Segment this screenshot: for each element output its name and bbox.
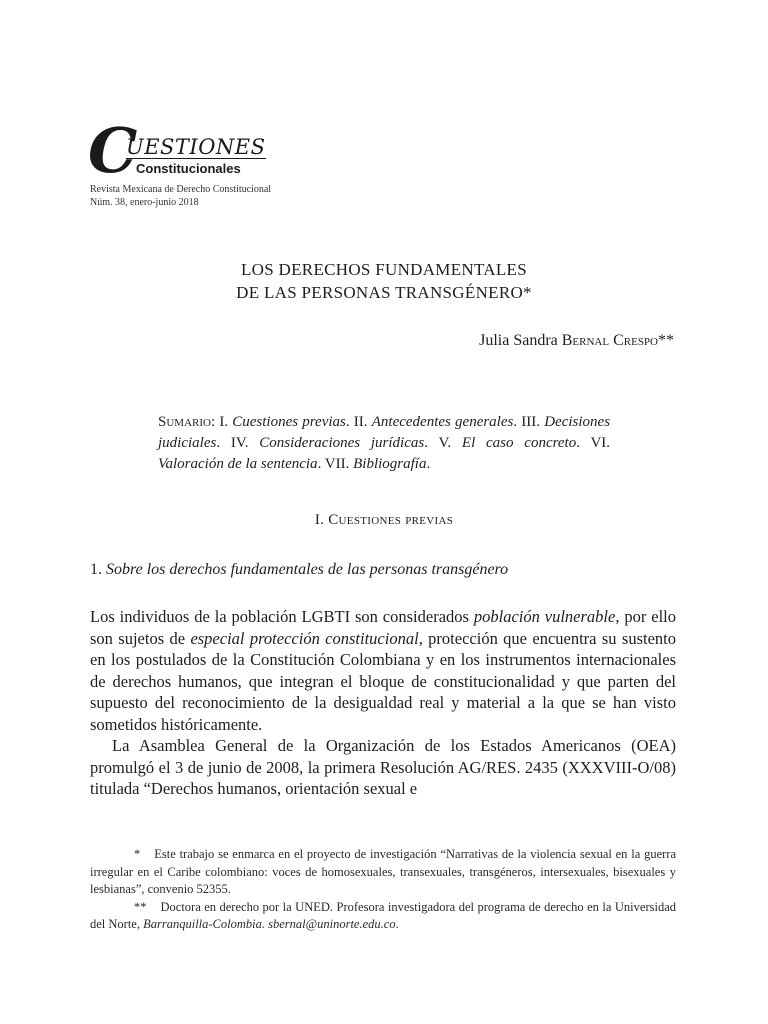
summary-label: Sumario: [158, 414, 216, 430]
subsection-heading [90, 561, 508, 579]
logo-letter: C [88, 114, 138, 187]
summary-item: Valoración de la sentencia [158, 456, 318, 472]
footnote-text-italic: Barranquilla-Colombia. sbernal@uninorte.edu.co [143, 917, 396, 931]
section-heading [0, 512, 768, 529]
text-run-italic: especial protección constitucional [190, 628, 419, 648]
author-surname: Bernal Crespo [561, 332, 658, 349]
footnote-text: Doctora en derecho por la UNED. Profesora investigadora del programa de derecho en la Universidad del Norte, [90, 899, 676, 931]
subsection-title: Sobre los derechos fundamentales de las personas transgénero [106, 561, 509, 578]
summary-item: Decisiones judiciales [158, 414, 611, 451]
paragraph-2: La Asamblea General de la Organización de los Estados Americanos (OEA) promulgó el 3 de junio de 2008, la primera Resolución AG/RES. 2435 (XXXVIII-O/08) titulada “Derechos humanos, orientación sexual e [90, 736, 676, 798]
footnote-2 [90, 899, 676, 934]
text-run: , por ello son sujetos de [90, 607, 676, 648]
logo-word-cuestiones: UESTIONES [126, 135, 266, 159]
section-title: Cuestiones previas [328, 512, 454, 528]
footnote-1 [90, 846, 676, 899]
footnote-mark: * [134, 847, 141, 861]
summary-num: II. [353, 414, 368, 430]
subsection-number: 1. [90, 561, 106, 578]
summary-num: III. [521, 414, 541, 430]
summary-num: VII. [324, 456, 350, 472]
text-run: Los individuos de la población LGBTI son considerados [90, 607, 474, 626]
summary-item: Antecedentes generales [371, 414, 514, 430]
body-text [90, 606, 676, 800]
footnote-mark: ** [134, 899, 147, 914]
summary: Sumario: I. Cuestiones previas. II. Antecedentes generales. III. Decisiones judiciales. IV. Consideraciones jurídicas. V. El caso concreto. VI. Valoración de la sentencia. VII. Bibliografía. [158, 414, 611, 472]
paragraph-1 [90, 606, 676, 735]
summary-num: V. [438, 435, 452, 451]
journal-info [90, 183, 271, 209]
summary-item: Bibliografía [353, 456, 427, 472]
title-line-1: LOS DERECHOS FUNDAMENTALES [240, 260, 527, 279]
journal-logo [88, 114, 288, 187]
summary-item: El caso concreto [461, 435, 577, 451]
summary-num: VI. [590, 435, 611, 451]
footnote-text: Este trabajo se enmarca en el proyecto de investigación “Narrativas de la violencia sexual en la guerra irregular en el Caribe colombiano: voces de homosexuales, transexuales, transgéneros, intersexuales, bisexuales y lesbianas”, convenio 52355. [90, 847, 676, 896]
author-line [479, 332, 674, 350]
section-number: I. [314, 512, 329, 528]
text-run: , protección que encuentra su sustento en los postulados de la Constitución Colombiana y en los instrumentos internacionales de derechos humanos, que integran el bloque de constitucionalidad y que parten del supuesto del reconocimiento de la desigualdad real y material a la que se han visto sometidos históricamente. [90, 628, 676, 734]
summary-num: IV. [230, 435, 249, 451]
author-given-name: Julia Sandra [479, 332, 562, 349]
journal-name: Revista Mexicana de Derecho Constitucional [90, 184, 272, 195]
text-run-italic: población vulnerable [473, 607, 616, 626]
footnote-text-end: . [395, 917, 399, 931]
summary-num: I. [219, 414, 229, 430]
footnotes [90, 846, 676, 934]
author-footnote-mark: ** [658, 332, 674, 349]
article-title [0, 258, 768, 304]
summary-item: Cuestiones previas [232, 414, 346, 430]
title-line-2: DE LAS PERSONAS TRANSGÉNERO* [236, 283, 532, 302]
logo-word-constitucionales: Constitucionales [136, 161, 241, 176]
journal-issue: Núm. 38, enero-junio 2018 [90, 197, 199, 208]
summary-item: Consideraciones jurídicas [259, 435, 425, 451]
